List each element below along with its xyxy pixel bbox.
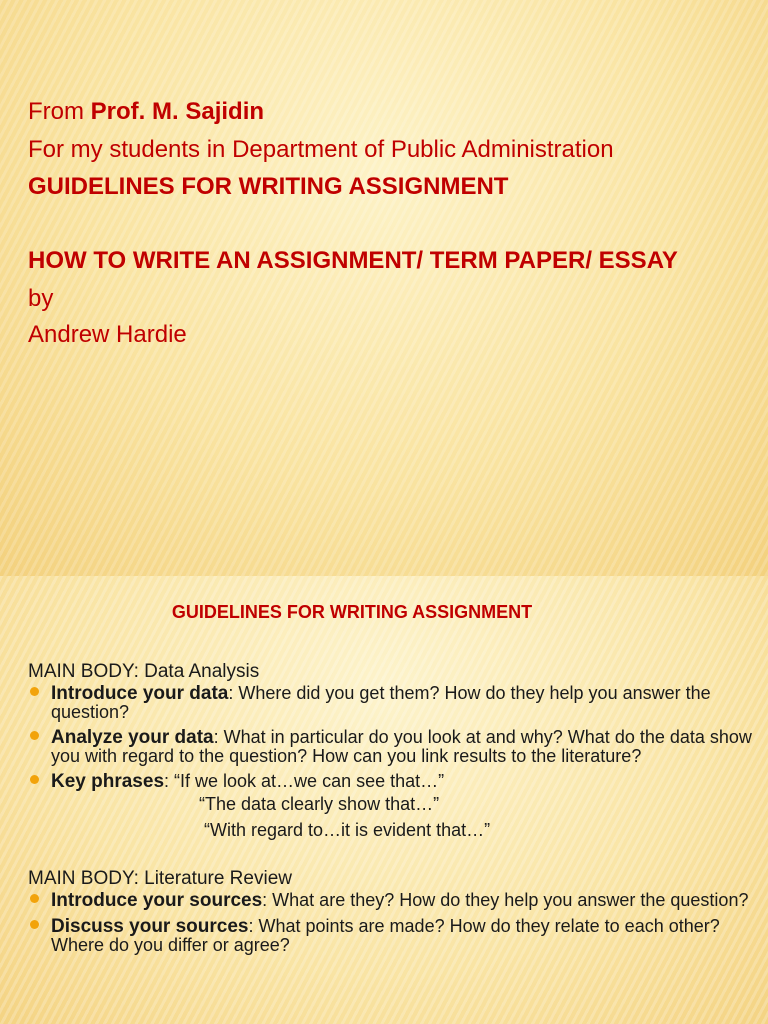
bullet-lead: Analyze your data <box>51 727 214 748</box>
section-topic: : Data Analysis <box>133 661 260 682</box>
bullet-text: : What are they? How do they help you answer the question? <box>262 890 749 910</box>
bullet-lead: Introduce your sources <box>51 890 263 911</box>
bullet-lead: Introduce your data <box>51 683 229 704</box>
from-name: Prof. M. Sajidin <box>90 98 265 125</box>
bullet-text: : “If we look at…we can see that…” <box>164 771 445 791</box>
section-heading-data-analysis <box>28 660 753 684</box>
bullet-text: : What in particular do you look at and why? What do the data show you with regard to the question? How can you link results to the literature? <box>51 727 752 766</box>
bullet-icon <box>30 775 39 784</box>
bullet-lead: Key phrases <box>51 771 165 792</box>
guidelines-heading: GUIDELINES FOR WRITING ASSIGNMENT <box>28 173 509 200</box>
howto-heading: HOW TO WRITE AN ASSIGNMENT/ TERM PAPER/ ESSAY <box>28 247 678 274</box>
bullet-text: : What points are made? How do they relate to each other? Where do you differ or agree? <box>51 916 720 955</box>
list-item <box>28 684 753 721</box>
bullet-icon <box>30 894 39 903</box>
bullet-icon <box>30 920 39 929</box>
bullet-lead: Discuss your sources <box>51 916 249 937</box>
list-item <box>28 917 753 954</box>
data-analysis-bullets <box>28 684 753 843</box>
from-line <box>28 98 264 126</box>
slide-title: GUIDELINES FOR WRITING ASSIGNMENT <box>171 602 533 622</box>
section-spacer <box>28 843 753 867</box>
section-label: MAIN BODY <box>28 661 134 682</box>
literature-review-bullets <box>28 891 753 954</box>
by-label: by <box>28 285 54 312</box>
author-name: Andrew Hardie <box>28 321 187 348</box>
section-heading-literature-review <box>28 867 753 891</box>
content-slide <box>0 576 768 1024</box>
bullet-text: : Where did you get them? How do they help you answer the question? <box>51 683 711 722</box>
bullet-icon <box>30 687 39 696</box>
section-label: MAIN BODY <box>28 868 134 889</box>
list-item <box>28 891 753 910</box>
list-item <box>28 728 753 765</box>
bullet-icon <box>30 731 39 740</box>
section-topic: : Literature Review <box>133 868 292 889</box>
from-prefix: From <box>28 98 91 125</box>
list-item <box>28 772 753 843</box>
slide-content <box>28 660 753 961</box>
students-line: For my students in Department of Public Administration <box>28 136 614 163</box>
key-phrase: “The data clearly show that…” <box>199 794 440 814</box>
key-phrase: “With regard to…it is evident that…” <box>204 820 491 840</box>
